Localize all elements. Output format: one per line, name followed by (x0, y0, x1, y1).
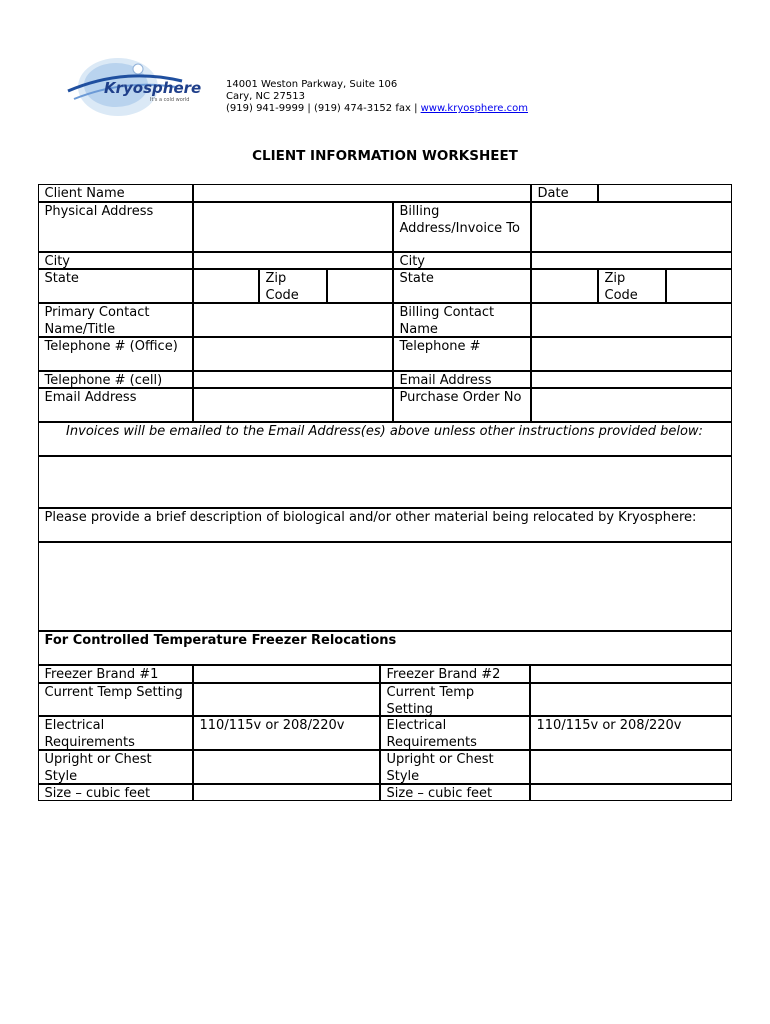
style-2-label: Upright or Chest Style (380, 750, 530, 784)
telephone-cell-label: Telephone # (cell) (38, 371, 193, 388)
state-label: State (38, 269, 193, 303)
current-temp-2-label: Current Temp Setting (380, 683, 530, 716)
style-1-field[interactable] (193, 750, 380, 784)
billing-city-label: City (393, 252, 531, 269)
billing-email-label: Email Address (393, 371, 531, 388)
website-link[interactable]: www.kryosphere.com (420, 103, 528, 114)
purchase-order-field[interactable] (531, 388, 732, 422)
current-temp-1-label: Current Temp Setting (38, 683, 193, 716)
svg-text:Kryosphere: Kryosphere (104, 79, 202, 97)
size-1-field[interactable] (193, 784, 380, 801)
physical-address-field[interactable] (193, 202, 393, 252)
electrical-2-label: Electrical Requirements (380, 716, 530, 750)
worksheet-title: CLIENT INFORMATION WORKSHEET (252, 148, 518, 164)
email-address-label: Email Address (38, 388, 193, 422)
invoice-note: Invoices will be emailed to the Email Address(es) above unless other instructions provided below: (38, 422, 732, 456)
billing-state-field[interactable] (531, 269, 598, 303)
state-field[interactable] (193, 269, 259, 303)
material-description-prompt: Please provide a brief description of biological and/or other material being relocated by Kryosphere: (38, 508, 732, 542)
client-name-label: Client Name (38, 184, 193, 202)
city-field[interactable] (193, 252, 393, 269)
city-label: City (38, 252, 193, 269)
invoice-instructions-field[interactable] (38, 456, 732, 508)
billing-telephone-field[interactable] (531, 337, 732, 371)
physical-address-label: Physical Address (38, 202, 193, 252)
address-line-2: Cary, NC 27513 (226, 91, 305, 102)
client-name-field[interactable] (193, 184, 531, 202)
kryosphere-logo (64, 55, 204, 117)
billing-email-field[interactable] (531, 371, 732, 388)
billing-contact-label: Billing Contact Name (393, 303, 531, 337)
freezer-brand-2-label: Freezer Brand #2 (380, 665, 530, 683)
current-temp-2-field[interactable] (530, 683, 732, 716)
billing-zip-code-field[interactable] (666, 269, 732, 303)
electrical-1-field[interactable]: 110/115v or 208/220v (193, 716, 380, 750)
zip-code-field[interactable] (327, 269, 393, 303)
electrical-1-label: Electrical Requirements (38, 716, 193, 750)
electrical-2-field[interactable]: 110/115v or 208/220v (530, 716, 732, 750)
address-line-1: 14001 Weston Parkway, Suite 106 (226, 79, 398, 90)
freezer-brand-1-field[interactable] (193, 665, 380, 683)
billing-address-label: Billing Address/Invoice To (393, 202, 531, 252)
date-label: Date (531, 184, 598, 202)
zip-code-label: Zip Code (259, 269, 327, 303)
date-field[interactable] (598, 184, 732, 202)
email-address-field[interactable] (193, 388, 393, 422)
billing-telephone-label: Telephone # (393, 337, 531, 371)
style-1-label: Upright or Chest Style (38, 750, 193, 784)
style-2-field[interactable] (530, 750, 732, 784)
telephone-office-label: Telephone # (Office) (38, 337, 193, 371)
primary-contact-label: Primary Contact Name/Title (38, 303, 193, 337)
telephone-cell-field[interactable] (193, 371, 393, 388)
current-temp-1-field[interactable] (193, 683, 380, 716)
billing-address-field[interactable] (531, 202, 732, 252)
freezer-section-heading: For Controlled Temperature Freezer Relocations (38, 631, 732, 665)
telephone-office-field[interactable] (193, 337, 393, 371)
size-2-label: Size – cubic feet (380, 784, 530, 801)
size-2-field[interactable] (530, 784, 732, 801)
primary-contact-field[interactable] (193, 303, 393, 337)
company-address (226, 79, 528, 115)
contact-line (226, 103, 528, 115)
phone-fax: (919) 941-9999 | (919) 474-3152 fax | (226, 103, 421, 114)
billing-zip-code-label: Zip Code (598, 269, 666, 303)
billing-state-label: State (393, 269, 531, 303)
billing-city-field[interactable] (531, 252, 732, 269)
freezer-brand-2-field[interactable] (530, 665, 732, 683)
material-description-field[interactable] (38, 542, 732, 631)
size-1-label: Size – cubic feet (38, 784, 193, 801)
freezer-brand-1-label: Freezer Brand #1 (38, 665, 193, 683)
svg-text:It's a cold world: It's a cold world (150, 97, 190, 103)
billing-contact-field[interactable] (531, 303, 732, 337)
purchase-order-label: Purchase Order No (393, 388, 531, 422)
